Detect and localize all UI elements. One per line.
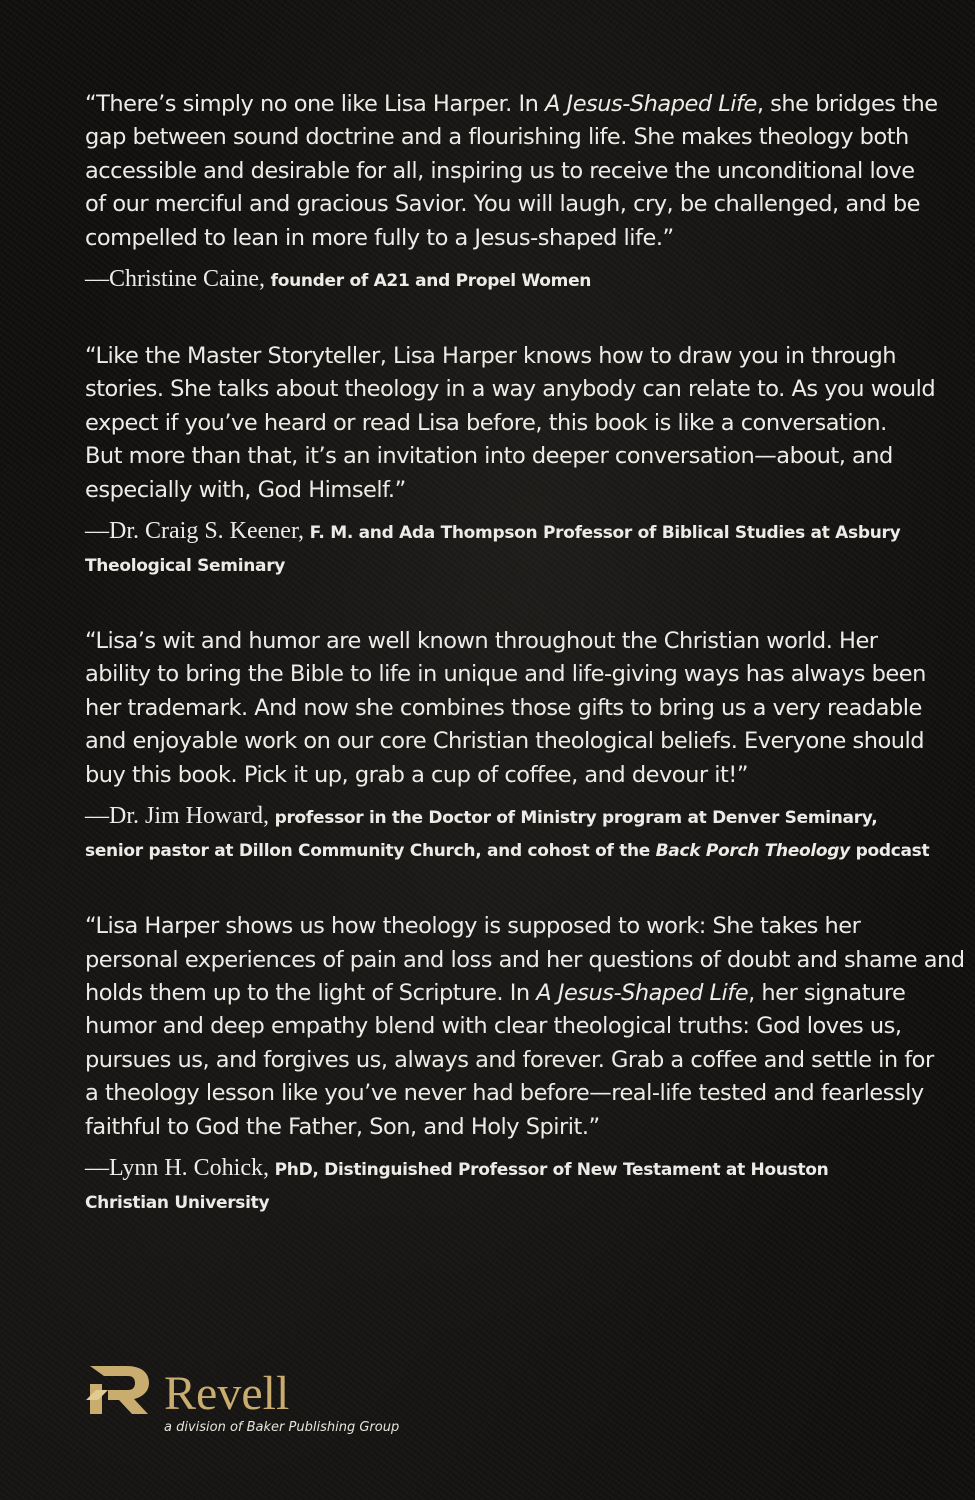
- endorsement-attribution: [85, 515, 901, 583]
- quote-line: But more than that, it’s an invitation into deeper conversation—about, and: [85, 443, 893, 470]
- endorsement-christine-caine: [85, 88, 938, 298]
- endorser-description-continued: senior pastor at Dillon Community Church, and cohost of the Back Porch Theology podcast: [85, 841, 930, 862]
- endorser-name: —Dr. Craig S. Keener,: [85, 518, 304, 545]
- quote-line: humor and deep empathy blend with clear theological truths: God loves us,: [85, 1013, 902, 1040]
- endorser-name: —Lynn H. Cohick,: [85, 1154, 269, 1181]
- quote-line: “There’s simply no one like Lisa Harper. In A Jesus-Shaped Life, she bridges the: [85, 91, 938, 117]
- quote-line: stories. She talks about theology in a way anybody can relate to. As you would: [85, 376, 936, 403]
- book-title: A Jesus-Shaped Life: [536, 979, 749, 1006]
- quote-line: “Like the Master Storyteller, Lisa Harper knows how to draw you in through: [85, 343, 897, 370]
- revell-r-logo-icon: [86, 1360, 156, 1418]
- quote-line: “Lisa’s wit and humor are well known throughout the Christian world. Her: [85, 628, 878, 655]
- endorser-description-continued: Theological Seminary: [85, 556, 286, 577]
- endorsement-attribution: [85, 263, 890, 298]
- endorsement-quote: [85, 625, 926, 792]
- endorsement-quote: [85, 340, 936, 507]
- endorser-description: PhD, Distinguished Professor of New Testament at Houston: [269, 1159, 829, 1180]
- quote-line: pursues us, and forgives us, always and forever. Grab a coffee and settle in for: [85, 1046, 934, 1073]
- publisher-tagline: a division of Baker Publishing Group: [164, 1420, 400, 1435]
- quote-line: her trademark. And now she combines those gifts to bring us a very readable: [85, 694, 922, 721]
- quote-line: holds them up to the light of Scripture. In A Jesus-Shaped Life, her signature: [85, 979, 906, 1006]
- publisher-logo: [86, 1358, 406, 1448]
- endorsement-jim-howard: [85, 625, 930, 868]
- quote-line: compelled to lean in more fully to a Jesus-shaped life.”: [85, 224, 674, 251]
- endorsement-quote: [85, 910, 965, 1144]
- endorser-description: founder of A21 and Propel Women: [264, 271, 592, 292]
- endorsements-column: [85, 88, 965, 1262]
- quote-line: “Lisa Harper shows us how theology is supposed to work: She takes her: [85, 913, 861, 940]
- quote-line: accessible and desirable for all, inspiring us to receive the unconditional love: [85, 157, 915, 184]
- quote-line: personal experiences of pain and loss and her questions of doubt and shame and: [85, 946, 965, 973]
- endorser-name: —Christine Caine,: [85, 266, 265, 293]
- quote-line: expect if you’ve heard or read Lisa before, this book is like a conversation.: [85, 409, 887, 436]
- publisher-name: Revell: [164, 1367, 290, 1420]
- book-title: A Jesus-Shaped Life: [545, 91, 757, 117]
- endorsement-attribution: [85, 1152, 890, 1220]
- endorser-description-continued: Christian University: [85, 1192, 270, 1213]
- endorser-name: —Dr. Jim Howard,: [85, 803, 269, 830]
- quote-line: faithful to God the Father, Son, and Holy Spirit.”: [85, 1113, 600, 1140]
- endorser-description: professor in the Doctor of Ministry program at Denver Seminary,: [268, 808, 878, 829]
- quote-line: ability to bring the Bible to life in unique and life-giving ways has always been: [85, 661, 926, 688]
- quote-line: gap between sound doctrine and a flourishing life. She makes theology both: [85, 124, 909, 151]
- quote-line: of our merciful and gracious Savior. You will laugh, cry, be challenged, and be: [85, 191, 920, 218]
- endorsement-lynn-cohick: [85, 910, 965, 1220]
- quote-line: and enjoyable work on our core Christian theological beliefs. Everyone should: [85, 728, 925, 755]
- quote-line: buy this book. Pick it up, grab a cup of coffee, and devour it!”: [85, 761, 748, 788]
- quote-line: a theology lesson like you’ve never had before—real-life tested and fearlessly: [85, 1080, 924, 1107]
- endorsement-attribution: [85, 800, 930, 868]
- podcast-title: Back Porch Theology: [655, 841, 850, 862]
- quote-line: especially with, God Himself.”: [85, 476, 406, 503]
- endorser-description: F. M. and Ada Thompson Professor of Biblical Studies at Asbury: [304, 523, 901, 544]
- endorsement-quote: [85, 88, 938, 255]
- endorsement-craig-keener: [85, 340, 936, 583]
